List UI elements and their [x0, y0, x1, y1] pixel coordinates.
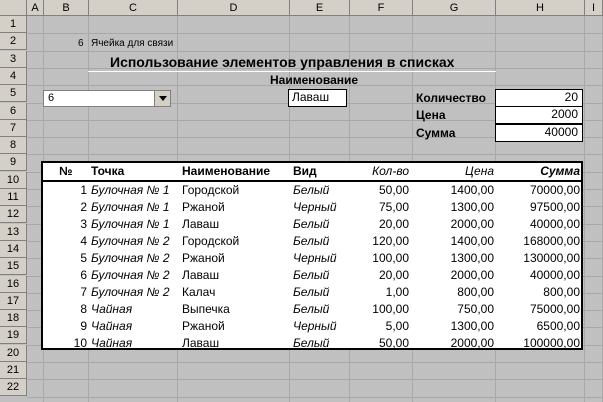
- price-value[interactable]: 2000: [495, 106, 583, 124]
- table-cell: 1400,00: [450, 183, 494, 197]
- sum-label: Сумма: [416, 126, 456, 140]
- table-cell: 130000,00: [523, 251, 580, 265]
- gridline: [27, 154, 603, 155]
- table-cell: Белый: [293, 302, 330, 316]
- table-cell: 5,00: [385, 319, 409, 333]
- table-cell: 800,00: [457, 285, 494, 299]
- table-cell: 8: [80, 302, 87, 316]
- table-cell: 4: [80, 234, 87, 248]
- table-cell: Булочная № 2: [91, 285, 170, 299]
- table-cell: 40000,00: [529, 217, 580, 231]
- gridline: [27, 51, 603, 52]
- table-header-cell: Сумма: [540, 164, 580, 178]
- table-cell: 750,00: [457, 302, 494, 316]
- table-cell: Чайная: [91, 302, 133, 316]
- table-cell: Белый: [293, 183, 330, 197]
- quantity-label: Количество: [416, 91, 486, 105]
- table-cell: 5: [80, 251, 87, 265]
- column-header[interactable]: E: [290, 0, 350, 16]
- table-cell: Городской: [182, 234, 240, 248]
- table-cell: Белый: [293, 217, 330, 231]
- row-header[interactable]: 1: [0, 16, 27, 33]
- quantity-value[interactable]: 20: [495, 89, 583, 107]
- row-header[interactable]: 13: [0, 224, 27, 241]
- row-header[interactable]: 15: [0, 258, 27, 275]
- table-cell: 1: [80, 183, 87, 197]
- table-cell: 1300,00: [450, 251, 494, 265]
- row-header[interactable]: 4: [0, 68, 27, 85]
- table-cell: 1,00: [385, 285, 409, 299]
- table-cell: Лаваш: [182, 336, 220, 350]
- table-cell: 800,00: [543, 285, 580, 299]
- table-cell: 100000,00: [523, 336, 580, 350]
- column-header[interactable]: F: [350, 0, 413, 16]
- column-header[interactable]: I: [585, 0, 603, 16]
- row-header[interactable]: 6: [0, 103, 27, 120]
- table-cell: Черный: [293, 251, 337, 265]
- row-header[interactable]: 16: [0, 276, 27, 293]
- title-underline: [88, 71, 496, 72]
- price-label: Цена: [416, 108, 446, 122]
- product-combobox[interactable]: [43, 90, 171, 107]
- table-cell: 1300,00: [450, 200, 494, 214]
- table-cell: 7: [80, 285, 87, 299]
- row-header[interactable]: 11: [0, 189, 27, 206]
- dropdown-button[interactable]: [154, 91, 170, 106]
- table-cell: 2: [80, 200, 87, 214]
- table-cell: Ржаной: [182, 251, 225, 265]
- table-cell: 97500,00: [529, 200, 580, 214]
- table-header-cell: Кол-во: [372, 164, 409, 178]
- table-cell: Булочная № 2: [91, 234, 170, 248]
- name-value-cell[interactable]: Лаваш: [288, 89, 347, 107]
- table-cell: 168000,00: [523, 234, 580, 248]
- table-cell: Калач: [182, 285, 216, 299]
- gridline: [27, 397, 603, 398]
- table-cell: 75000,00: [529, 302, 580, 316]
- gridline: [584, 16, 585, 402]
- table-cell: 70000,00: [529, 183, 580, 197]
- table-cell: 40000,00: [529, 268, 580, 282]
- combobox-value: 6: [48, 92, 55, 104]
- page-title: Использование элементов управления в списках: [110, 54, 455, 70]
- table-cell: Чайная: [91, 319, 133, 333]
- table-cell: Ржаной: [182, 319, 225, 333]
- gridline: [27, 33, 603, 34]
- table-cell: 50,00: [378, 336, 409, 350]
- table-cell: Черный: [293, 319, 337, 333]
- table-cell: 2000,00: [450, 336, 494, 350]
- row-header[interactable]: 19: [0, 327, 27, 344]
- table-cell: Белый: [293, 285, 330, 299]
- table-cell: Городской: [182, 183, 240, 197]
- row-header[interactable]: 7: [0, 120, 27, 137]
- table-header-cell: Цена: [465, 164, 494, 178]
- row-header[interactable]: 18: [0, 310, 27, 327]
- table-cell: 9: [80, 319, 87, 333]
- row-header[interactable]: 9: [0, 154, 27, 171]
- table-cell: Черный: [293, 200, 337, 214]
- table-cell: 50,00: [378, 183, 409, 197]
- table-cell: Лаваш: [182, 217, 220, 231]
- table-cell: Чайная: [91, 336, 133, 350]
- row-header[interactable]: 8: [0, 137, 27, 154]
- row-header[interactable]: 5: [0, 85, 27, 102]
- table-cell: 100,00: [372, 302, 409, 316]
- gridline: [27, 379, 603, 380]
- table-cell: Булочная № 2: [91, 251, 170, 265]
- table-cell: Булочная № 2: [91, 268, 170, 282]
- table-cell: 1300,00: [450, 319, 494, 333]
- row-header[interactable]: 22: [0, 379, 27, 396]
- row-header[interactable]: 12: [0, 206, 27, 223]
- select-all-corner[interactable]: [0, 0, 27, 16]
- column-header[interactable]: G: [413, 0, 496, 16]
- row-header[interactable]: 2: [0, 33, 27, 50]
- sum-value[interactable]: 40000: [495, 124, 583, 142]
- table-cell: Булочная № 1: [91, 200, 170, 214]
- table-header-cell: Точка: [91, 164, 125, 178]
- table-cell: Ржаной: [182, 200, 225, 214]
- row-header[interactable]: 3: [0, 51, 27, 68]
- row-header[interactable]: 17: [0, 293, 27, 310]
- table-cell: 120,00: [372, 234, 409, 248]
- table-cell: 2000,00: [450, 217, 494, 231]
- table-cell: Белый: [293, 234, 330, 248]
- chevron-down-icon: [159, 96, 167, 101]
- table-cell: 2000,00: [450, 268, 494, 282]
- table-cell: 100,00: [372, 251, 409, 265]
- column-header[interactable]: B: [44, 0, 89, 16]
- row-header[interactable]: 20: [0, 345, 27, 362]
- table-cell: Выпечка: [182, 302, 230, 316]
- table-cell: Булочная № 1: [91, 183, 170, 197]
- table-header-cell: Вид: [293, 164, 317, 178]
- data-table: [41, 161, 583, 350]
- table-cell: Белый: [293, 336, 330, 350]
- table-cell: Булочная № 1: [91, 217, 170, 231]
- table-cell: 6: [80, 268, 87, 282]
- table-cell: Лаваш: [182, 268, 220, 282]
- row-header[interactable]: 21: [0, 362, 27, 379]
- table-cell: 6500,00: [536, 319, 580, 333]
- table-cell: 75,00: [378, 200, 409, 214]
- table-cell: 10: [73, 336, 87, 350]
- table-cell: 20,00: [378, 217, 409, 231]
- column-header[interactable]: C: [89, 0, 178, 16]
- row-header[interactable]: 14: [0, 241, 27, 258]
- column-header[interactable]: D: [178, 0, 290, 16]
- table-header-cell: №: [59, 164, 73, 178]
- column-header[interactable]: H: [496, 0, 585, 16]
- gridline: [27, 362, 603, 363]
- row-header[interactable]: 10: [0, 172, 27, 189]
- link-cell-label: Ячейка для связи: [91, 38, 174, 49]
- table-cell: Белый: [293, 268, 330, 282]
- column-header[interactable]: A: [27, 0, 44, 16]
- table-cell: 3: [80, 217, 87, 231]
- link-cell-value[interactable]: 6: [78, 38, 84, 49]
- table-cell: 1400,00: [450, 234, 494, 248]
- table-header-cell: Наименование: [182, 164, 271, 178]
- name-header: Наименование: [270, 73, 359, 87]
- table-cell: 20,00: [378, 268, 409, 282]
